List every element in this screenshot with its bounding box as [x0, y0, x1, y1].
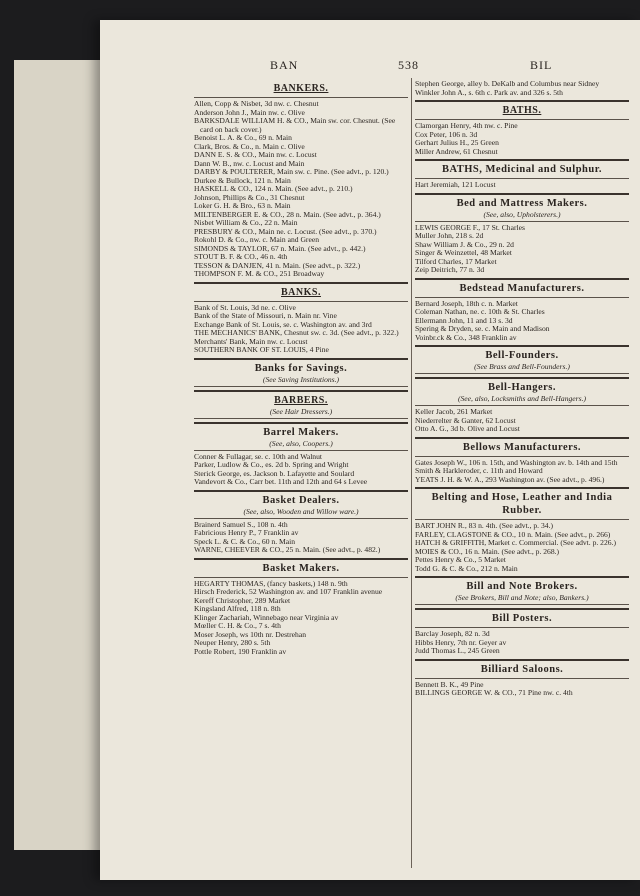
- section-note: (See Saving Institutions.): [262, 374, 340, 384]
- directory-entry: Shaw William J. & Co., 29 n. 2d: [415, 239, 514, 249]
- directory-entry: THOMPSON F. M. & CO., 251 Broadway: [194, 269, 325, 278]
- section-heading: Bill Posters.: [491, 613, 553, 624]
- heading-rule: [415, 405, 629, 406]
- heading-rule: [194, 301, 408, 302]
- right-column: [415, 80, 629, 698]
- section-heading: BARBERS.: [274, 394, 328, 406]
- directory-entry: FARLEY, CLAGSTONE & CO., 10 n. Main. (See advt., p. 266): [415, 529, 611, 539]
- directory-entry: Anderson John J., Main nw. c. Olive: [194, 107, 305, 117]
- directory-entry: BILLINGS GEORGE W. & CO., 71 Pine nw. c. 4th: [415, 688, 573, 697]
- directory-entry: Klinger Zachariah, Winnebago near Virginia av: [194, 612, 339, 622]
- directory-entry: SOUTHERN BANK OF ST. LOUIS, 4 Pine: [194, 345, 329, 354]
- directory-entry: Pettes Henry & Co., 5 Market: [415, 555, 506, 564]
- directory-entry: Todd G. & C. & Co., 212 n. Main: [415, 563, 518, 573]
- directory-entry: Moser Joseph, ws 10th nr. Destrehan: [194, 629, 306, 639]
- directory-entry: HASKELL & CO., 124 n. Main. (See advt., p. 210.): [194, 184, 353, 193]
- section-note: (See, also, Wooden and Willow ware.): [243, 506, 359, 516]
- section-heading: Bedstead Manufacturers.: [459, 282, 585, 294]
- directory-entry: DARBY & POULTERER, Main sw. c. Pine. (See advt., p. 120.): [194, 167, 389, 176]
- section-heading: Basket Makers.: [262, 562, 340, 574]
- section-note: (See Brokers, Bill and Note; also, Bankers.): [455, 593, 589, 602]
- section-rule: [194, 422, 408, 424]
- directory-entry: Nisbet William & Co., 22 n. Main: [194, 218, 298, 227]
- section-rule: [415, 345, 629, 347]
- directory-entry: Conner & Fullagar, se. c. 10th and Walnut: [194, 451, 323, 461]
- directory-entry: Spering & Dryden, se. c. Main and Madison: [415, 324, 550, 333]
- section-note: (See, also, Upholsterers.): [483, 209, 561, 219]
- directory-entry: Loker G. H. & Bro., 63 n. Main: [194, 201, 291, 210]
- heading-rule: [194, 577, 408, 578]
- section-note: (See, also, Locksmiths and Bell-Hangers.): [457, 394, 587, 403]
- heading-rule: [415, 456, 629, 457]
- heading-rule: [415, 373, 629, 374]
- heading-rule: [194, 97, 408, 98]
- section-heading: Banks for Savings.: [254, 362, 348, 374]
- heading-rule: [415, 178, 629, 179]
- section-heading: BANKS.: [281, 286, 321, 298]
- directory-entry: MOIES & CO., 16 n. Main. (See advt., p. 268.): [415, 546, 560, 556]
- directory-entry: Barclay Joseph, 82 n. 3d: [415, 629, 490, 638]
- directory-entry: Voinbr.ck & Co., 348 Franklin av: [415, 332, 517, 342]
- heading-rule: [415, 627, 629, 628]
- directory-entry: Parker, Ludlow & Co., es. 2d b. Spring and Wright: [194, 460, 349, 469]
- directory-entry: Clamorgan Henry, 4th nw. c. Pine: [415, 121, 518, 130]
- section-rule: [415, 100, 629, 102]
- directory-entry: Hirsch Frederick, 52 Washington av. and 107 Franklin avenue: [194, 587, 383, 596]
- section-rule: [415, 608, 629, 610]
- section-heading: Bed and Mattress Makers.: [456, 197, 588, 209]
- directory-entry: Keller Jacob, 261 Market: [415, 407, 493, 416]
- section-heading: Basket Dealers.: [262, 494, 340, 506]
- directory-entry: Durkee & Bullock, 121 n. Main: [194, 175, 291, 185]
- section-rule: [415, 377, 629, 379]
- section-heading: Bell-Founders.: [485, 350, 559, 361]
- page-number: 538: [398, 58, 419, 72]
- section-rule: [415, 437, 629, 439]
- section-heading: Belting and Hose, Leather and India Rubber.: [431, 492, 613, 516]
- directory-entry: Benoist L. A. & Co., 69 n. Main: [194, 133, 292, 142]
- section-rule: [194, 390, 408, 392]
- directory-entry: STOUT B. F. & CO., 46 n. 4th: [194, 252, 288, 261]
- directory-entry: Bennett B. K., 49 Pine: [415, 679, 484, 689]
- directory-entry: HATCH & GRIFFITH, Market c. Commercial. (See advt. p. 226.): [415, 538, 616, 547]
- directory-entry: Coleman Nathan, ne. c. 10th & St. Charles: [415, 307, 545, 316]
- directory-entry: Vandevort & Co., Carr bet. 11th and 12th and 64 s Levee: [194, 477, 368, 486]
- directory-entry: LEWIS GEORGE F., 17 St. Charles: [415, 222, 525, 232]
- directory-entry: Exchange Bank of St. Louis, se. c. Washington av. and 3rd: [194, 319, 372, 329]
- directory-entry: Pottle Robert, 190 Franklin av: [194, 646, 287, 656]
- directory-entry: Bank of the State of Missouri, n. Main nr. Vine: [194, 311, 337, 320]
- section-note: (See Brass and Bell-Founders.): [474, 362, 570, 371]
- directory-entry: Rokohl D. & Co., nw. c. Main and Green: [194, 235, 319, 244]
- directory-entry: Smith & Harkleroder, c. 11th and Howard: [415, 466, 543, 475]
- directory-entry: Winkler John A., s. 6th c. Park av. and 326 s. 5th: [415, 87, 563, 97]
- section-heading: Barrel Makers.: [263, 426, 339, 438]
- section-rule: [194, 282, 408, 284]
- directory-entry: DANN E. S. & CO., Main nw. c. Locust: [194, 150, 317, 159]
- directory-entry: Zeip Deitrich, 77 n. 3d: [415, 265, 485, 274]
- directory-entry: MILTENBERGER E. & CO., 28 n. Main. (See advt., p. 364.): [194, 209, 381, 219]
- directory-entry: Judd Thomas L., 245 Green: [415, 646, 500, 655]
- directory-entry: Cox Peter, 106 n. 3d: [415, 129, 478, 139]
- section-rule: [415, 576, 629, 578]
- section-rule: [194, 358, 408, 360]
- heading-rule: [194, 418, 408, 419]
- section-heading: Bellows Manufacturers.: [462, 441, 582, 453]
- header-right-word: BIL: [530, 58, 553, 72]
- directory-entry: Gates Joseph W., 106 n. 15th, and Washington av. b. 14th and 15th: [415, 457, 618, 467]
- section-rule: [415, 278, 629, 280]
- directory-entry: Gerhart Julius H., 25 Green: [415, 138, 499, 147]
- directory-entry: Fabricious Henry P., 7 Franklin av: [194, 528, 299, 537]
- directory-entry: Otto A. G., 3d b. Olive and Locust: [415, 424, 520, 433]
- directory-entry: Allen, Copp & Nisbet, 3d nw. c. Chesnut: [194, 99, 319, 108]
- heading-rule: [194, 450, 408, 451]
- directory-entry: Singer & Weinzettel, 48 Market: [415, 248, 512, 257]
- directory-entry: Johnson, Phillips & Co., 31 Chesnut: [194, 192, 305, 202]
- heading-rule: [194, 386, 408, 387]
- section-heading: BANKERS.: [273, 83, 329, 94]
- section-heading: Bill and Note Brokers.: [466, 581, 578, 592]
- section-heading: Billiard Saloons.: [480, 663, 564, 675]
- section-rule: [194, 558, 408, 560]
- left-column: [194, 80, 408, 656]
- directory-entry: Ellermann John, 11 and 13 s. 3d: [415, 315, 513, 325]
- directory-entry: Merchants' Bank, Main nw. c. Locust: [194, 336, 308, 346]
- directory-entry: THE MECHANICS' BANK, Chesnut sw. c. 3d. (See advt., p. 322.): [194, 328, 399, 337]
- section-rule: [415, 193, 629, 195]
- section-heading: BATHS.: [502, 105, 542, 116]
- directory-entry: Hibbs Henry, 7th nr. Geyer av: [415, 637, 507, 647]
- section-rule: [415, 659, 629, 661]
- directory-entry: Hart Jeremiah, 121 Locust: [415, 180, 496, 189]
- directory-entry: Clark, Bros. & Co., n. Main c. Olive: [194, 141, 305, 151]
- directory-entry: Neuper Henry, 280 s. 5th: [194, 638, 271, 647]
- directory-entry: BART JOHN R., 83 n. 4th. (See advt., p. 34.): [415, 521, 553, 530]
- directory-entry: Muller John, 218 s. 2d: [415, 231, 484, 240]
- directory-entry: Brainerd Samuel S., 108 n. 4th: [194, 519, 288, 529]
- directory-entry: Niederrelter & Ganter, 62 Locust: [415, 415, 516, 425]
- section-note: (See Hair Dressers.): [269, 406, 333, 416]
- directory-entry: Stephen George, alley b. DeKalb and Columbus near Sidney: [415, 79, 600, 88]
- page-edge: [14, 60, 111, 850]
- directory-entry: Kingsland Alfred, 118 n. 8th: [194, 604, 281, 613]
- directory-entry: TESSON & DANJEN, 41 n. Main. (See advt., p. 322.): [194, 260, 361, 270]
- heading-rule: [415, 221, 629, 222]
- heading-rule: [415, 119, 629, 120]
- directory-entry: HEGARTY THOMAS, (fancy baskets,) 148 n. 9th: [194, 578, 348, 588]
- directory-entry: Tilford Charles, 17 Market: [415, 256, 497, 266]
- directory-entry: Kereff Christopher, 289 Market: [194, 595, 291, 605]
- section-heading: Bell-Hangers.: [487, 382, 557, 393]
- heading-rule: [415, 604, 629, 605]
- directory-entry: Miller Andrew, 61 Chesnut: [415, 146, 498, 156]
- directory-entry: Speck L. & C. & Co., 60 n. Main: [194, 536, 296, 546]
- column-divider: [411, 78, 412, 868]
- section-rule: [194, 490, 408, 492]
- directory-entry: Bank of St. Louis, 3d ne. c. Olive: [194, 302, 296, 312]
- heading-rule: [194, 518, 408, 519]
- section-rule: [415, 159, 629, 161]
- header-left-word: BAN: [270, 58, 299, 72]
- page-header: [190, 58, 630, 76]
- directory-entry: Sterick George, es. Jackson b. Lafayette and Soulard: [194, 468, 355, 478]
- section-note: (See, also, Coopers.): [269, 438, 333, 448]
- directory-entry: BARKSDALE WILLIAM H. & CO., Main sw. cor. Chesnut. (See card on back cover.): [194, 116, 396, 134]
- heading-rule: [415, 678, 629, 679]
- directory-entry: Bernard Joseph, 18th c. n. Market: [415, 298, 518, 308]
- directory-entry: SIMONDS & TAYLOR, 67 n. Main. (See advt., p. 442.): [194, 243, 366, 253]
- directory-entry: Dann W. B., nw. c. Locust and Main: [194, 158, 305, 168]
- heading-rule: [415, 519, 629, 520]
- section-rule: [415, 487, 629, 489]
- directory-entry: Mœller C. H. & Co., 7 s. 4th: [194, 621, 281, 630]
- section-heading: BATHS, Medicinal and Sulphur.: [441, 164, 603, 175]
- heading-rule: [415, 297, 629, 298]
- directory-entry: WARNE, CHEEVER & CO., 25 n. Main. (See advt., p. 482.): [194, 545, 381, 554]
- directory-entry: PRESBURY & CO., Main ne. c. Locust. (See advt., p. 370.): [194, 226, 377, 236]
- directory-entry: YEATS J. H. & W. A., 293 Washington av. (See advt., p. 496.): [415, 474, 605, 484]
